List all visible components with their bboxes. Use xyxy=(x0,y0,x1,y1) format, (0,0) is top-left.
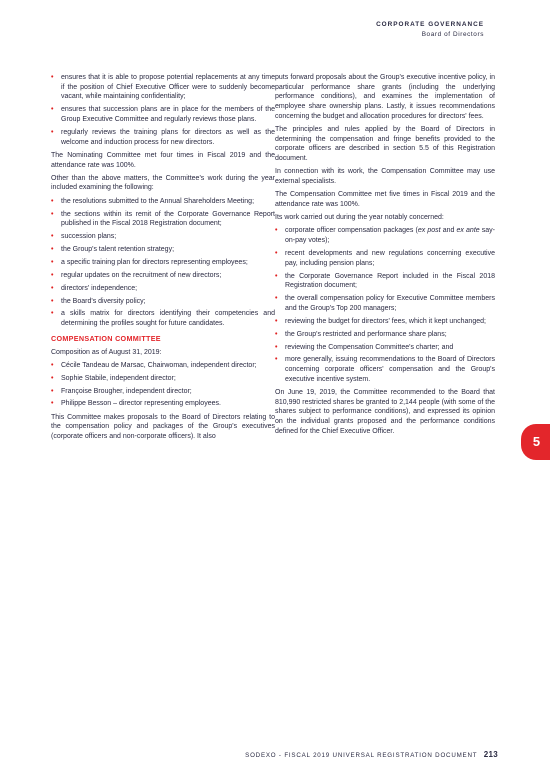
bullet-icon: • xyxy=(275,343,278,351)
work-intro-paragraph: Its work carried out during the year notably concerned: xyxy=(275,214,444,222)
list-item: • Françoise Brougher, independent director; xyxy=(51,387,192,395)
bullet-icon: • xyxy=(51,271,54,279)
proposals-paragraph: This Committee makes proposals to the Board of Directors relating to the compensation policy and packages of the Group's executives (corporate officers and non-corporate officers). It also xyxy=(51,413,275,441)
bullet-icon: • xyxy=(275,317,278,325)
bullet-icon: • xyxy=(51,258,54,266)
left-column xyxy=(51,73,278,445)
list-item: • regularly reviews the training plans for directors as well as the welcome and induction process for new directors. xyxy=(51,128,275,146)
bullet-icon: • xyxy=(51,387,54,395)
list-item: • more generally, issuing recommendations to the Board of Directors concerning corporate officers' compensation and the Group's executive incentive system. xyxy=(275,356,495,383)
list-item: • a specific training plan for directors representing employees; xyxy=(51,258,248,266)
bullet-icon: • xyxy=(51,361,54,369)
bullet-icon: • xyxy=(51,210,54,218)
work-bullet-list xyxy=(51,197,278,329)
june-recommendation-paragraph: On June 19, 2019, the Committee recommended to the Board that 810,990 restricted shares be granted to 2,144 people (with some of the shares subject to performance conditions), and expressed its opinion on the individual grants proposed and the performance conditions defined for the Chief Executive Officer. xyxy=(275,389,495,435)
principles-paragraph: The principles and rules applied by the Board of Directors in determining the compensation and fringe benefits provided to the corporate officers are described in section 5.5 of this Registration document. xyxy=(275,126,495,163)
list-item: • the Corporate Governance Report included in the Fiscal 2018 Registration document; xyxy=(275,272,495,290)
bullet-icon: • xyxy=(51,310,54,318)
compensation-committee-heading: COMPENSATION COMMITTEE xyxy=(51,333,161,343)
nominating-meetings-paragraph: The Nominating Committee met four times in Fiscal 2019 and the attendance rate was 100%. xyxy=(51,151,275,169)
continued-paragraph: puts forward proposals about the Group's executive incentive policy, in particular performance share grants (including the underlying performance conditions), and examines the implementation of employee share ownership plans. Lastly, it issues recommendations concerning the budget and allocation procedures for directors' fees. xyxy=(275,74,495,120)
list-item: • recent developments and new regulations concerning executive pay, including pension plans; xyxy=(275,249,495,267)
bullet-icon: • xyxy=(51,400,54,408)
chapter-tab[interactable]: 5 xyxy=(521,424,550,460)
bullet-icon: • xyxy=(275,330,278,338)
list-item: • Philippe Besson – director representing employees. xyxy=(51,400,221,408)
bullet-icon: • xyxy=(275,356,278,364)
bullet-icon: • xyxy=(51,106,54,114)
bullet-icon: • xyxy=(51,297,54,305)
list-item: • reviewing the budget for directors' fees, which it kept unchanged; xyxy=(275,317,486,325)
header-section-title: CORPORATE GOVERNANCE xyxy=(376,21,484,28)
list-item: • corporate officer compensation packages (ex post and ex ante say-on-pay votes); xyxy=(275,227,496,245)
bullet-icon: • xyxy=(51,128,54,136)
page-footer xyxy=(245,750,498,759)
list-item: • the overall compensation policy for Executive Committee members and the Group's Top 200 managers; xyxy=(275,295,495,312)
bullet-icon: • xyxy=(275,227,278,235)
list-item: • the Group's talent retention strategy; xyxy=(51,245,175,253)
header-subsection-title: Board of Directors xyxy=(421,31,484,38)
members-bullet-list xyxy=(51,361,275,409)
list-item: • Sophie Stabile, independent director; xyxy=(51,374,176,382)
list-item: • succession plans; xyxy=(51,233,117,241)
bullet-icon: • xyxy=(275,272,278,280)
bullet-icon: • xyxy=(51,245,54,253)
list-item: • ensures that it is able to propose potential replacements at any time if the position of Chief Executive Officer were to suddenly become vacant, while maintaining confidentiality; xyxy=(51,74,275,101)
list-item: • ensures that succession plans are in place for the members of the Group Executive Committee and regularly reviews those plans. xyxy=(51,106,275,123)
list-item: • reviewing the Compensation Committee's charter; and xyxy=(275,343,454,351)
composition-paragraph: Composition as of August 31, 2019: xyxy=(51,348,162,356)
other-matters-paragraph: Other than the above matters, the Committee's work during the year included examining the following: xyxy=(51,174,275,192)
bullet-icon: • xyxy=(51,74,54,81)
bullet-icon: • xyxy=(51,374,54,382)
list-item: • Cécile Tandeau de Marsac, Chairwoman, independent director; xyxy=(51,361,257,369)
bullet-icon: • xyxy=(51,197,54,205)
list-item: • the sections within its remit of the Corporate Governance Report published in the Fiscal 2018 Registration document; xyxy=(51,210,275,228)
list-item: • the Group's restricted and performance share plans; xyxy=(275,330,447,338)
bullet-icon: • xyxy=(51,284,54,292)
list-item: • the resolutions submitted to the Annual Shareholders Meeting; xyxy=(51,197,255,205)
compensation-meetings-paragraph: The Compensation Committee met five times in Fiscal 2019 and the attendance rate was 100%. xyxy=(275,191,495,208)
right-column xyxy=(275,73,495,440)
list-item: • the Board's diversity policy; xyxy=(51,297,146,305)
specialists-paragraph: In connection with its work, the Compensation Committee may use external specialists. xyxy=(275,168,495,186)
list-item: • a skills matrix for directors identifying their competencies and determining the profiles sought for future candidates. xyxy=(51,310,275,328)
compensation-work-bullet-list xyxy=(275,226,495,384)
list-item: • directors' independence; xyxy=(51,284,138,292)
intro-bullet-list xyxy=(51,73,275,147)
page-number: 213 xyxy=(483,750,498,759)
bullet-icon: • xyxy=(51,233,54,241)
bullet-icon: • xyxy=(275,295,278,303)
list-item: • regular updates on the recruitment of new directors; xyxy=(51,271,222,279)
footer-document-title: SODEXO - FISCAL 2019 UNIVERSAL REGISTRATION DOCUMENT xyxy=(245,752,478,759)
bullet-icon: • xyxy=(275,249,278,257)
